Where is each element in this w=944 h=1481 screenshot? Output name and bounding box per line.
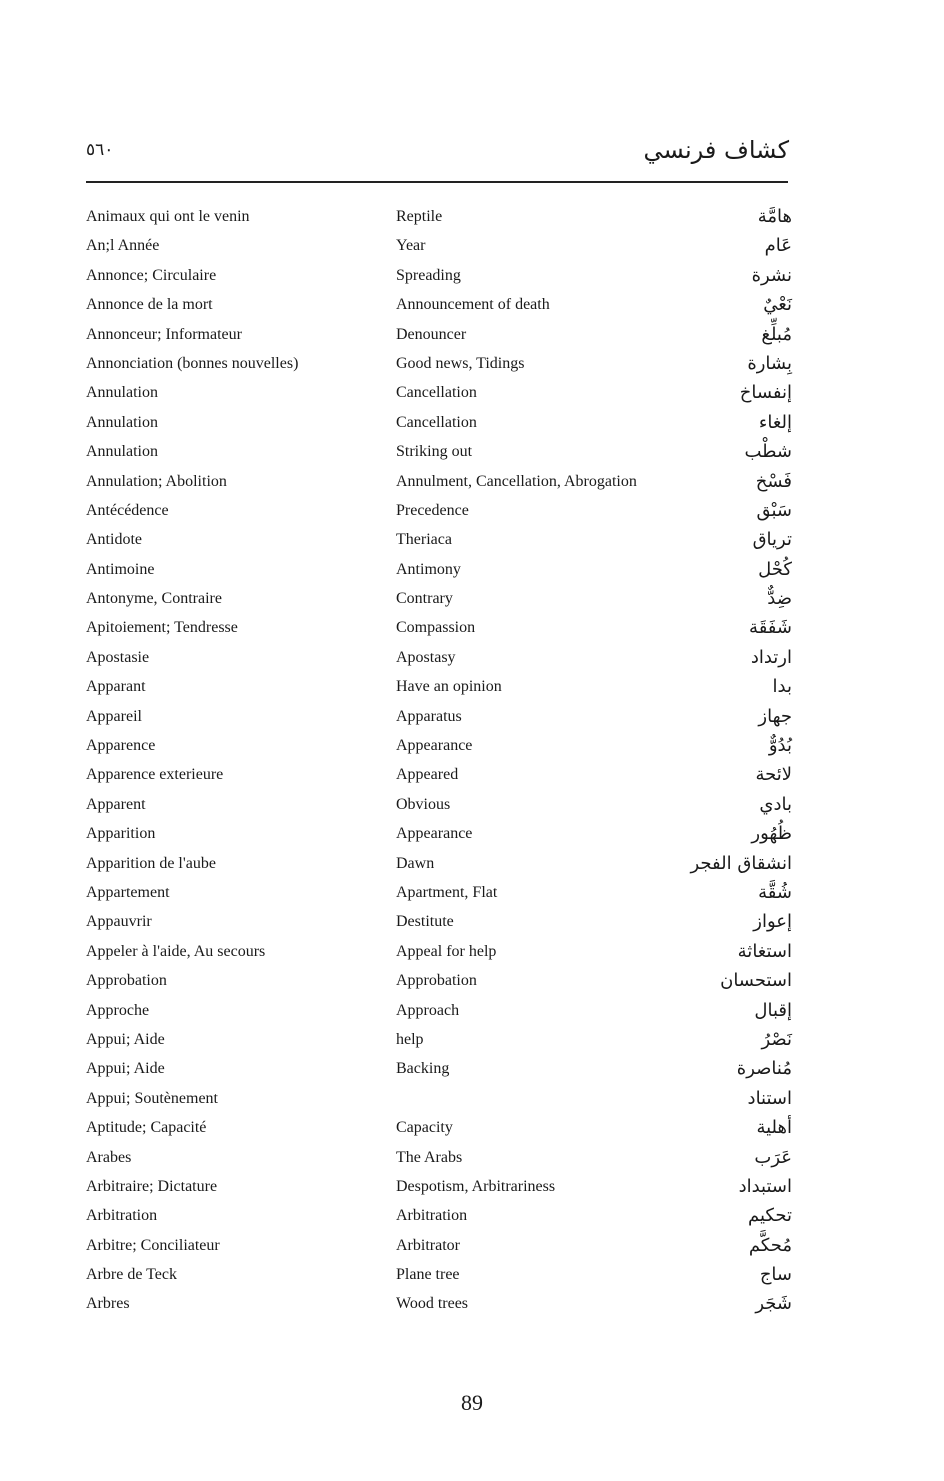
english-term: The Arabs — [396, 1148, 463, 1166]
list-item — [0, 291, 944, 320]
english-term: Apostasy — [396, 648, 456, 666]
english-term: Announcement of death — [396, 296, 550, 314]
list-item — [0, 1114, 944, 1143]
english-term: Appearance — [396, 737, 473, 755]
arabic-term: هامَّة — [757, 206, 792, 227]
arabic-term: ترياق — [752, 529, 792, 551]
english-term: Cancellation — [396, 413, 477, 431]
page-number-footer: 89 — [461, 1390, 483, 1415]
arabic-term: نشرة — [751, 264, 792, 286]
arabic-term: مُحكَّم — [748, 1234, 792, 1256]
arabic-term: كُحْل — [758, 558, 792, 580]
english-term: Have an opinion — [396, 678, 502, 696]
english-term: Appeared — [396, 766, 459, 784]
arabic-term: سَبْق — [756, 499, 792, 521]
list-item — [0, 820, 944, 849]
french-term: Antécédence — [86, 501, 169, 519]
list-item — [0, 1202, 944, 1231]
list-item — [0, 850, 944, 879]
english-term: Apartment, Flat — [396, 883, 498, 901]
french-term: Annulation — [86, 384, 158, 402]
english-term: Wood trees — [396, 1295, 469, 1313]
arabic-term: تحكيم — [748, 1205, 792, 1227]
english-term: Antimony — [396, 560, 461, 578]
french-term: Arbres — [86, 1295, 130, 1313]
list-item — [0, 232, 944, 261]
english-term: Appeal for help — [396, 942, 497, 960]
french-term: Annulation; Abolition — [86, 472, 227, 490]
list-item — [0, 673, 944, 702]
list-item — [0, 321, 944, 350]
english-term: Precedence — [396, 501, 469, 519]
french-term: Arbre de Teck — [86, 1266, 177, 1284]
arabic-term: استناد — [747, 1087, 792, 1109]
arabic-term: شُقَّة — [758, 881, 792, 903]
arabic-term: إعواز — [753, 911, 792, 933]
arabic-term: بُدُوٌّ — [768, 735, 792, 757]
arabic-term: شطْب — [744, 441, 792, 463]
list-item — [0, 1232, 944, 1261]
list-item — [0, 1290, 944, 1319]
list-item — [0, 526, 944, 555]
list-item — [0, 614, 944, 643]
list-item — [0, 938, 944, 967]
english-term: Annulment, Cancellation, Abrogation — [396, 472, 637, 490]
english-term: Reptile — [396, 208, 443, 225]
french-term: Aptitude; Capacité — [86, 1119, 207, 1137]
arabic-term: مُناصرة — [736, 1058, 792, 1080]
french-term: Apostasie — [86, 648, 150, 666]
arabic-term: انشقاق الفجر — [690, 852, 792, 874]
english-term: Appearance — [396, 825, 473, 843]
english-term: Good news, Tidings — [396, 354, 525, 372]
french-term: Arbitraire; Dictature — [86, 1177, 218, 1195]
arabic-term: مُبلِّغ — [761, 323, 792, 345]
english-term: help — [396, 1030, 424, 1048]
english-term: Approbation — [396, 972, 477, 990]
arabic-term: أهلية — [756, 1117, 792, 1139]
page-number-arabic: ٥٦٠ — [86, 140, 114, 159]
french-term: Annulation — [86, 443, 158, 461]
french-term: Apitoiement; Tendresse — [86, 619, 238, 637]
french-term: Appui; Aide — [86, 1030, 165, 1048]
english-term: Destitute — [396, 913, 454, 931]
arabic-term: استبداد — [738, 1175, 792, 1197]
french-term: Appartement — [86, 883, 170, 901]
french-term: Appui; Aide — [86, 1060, 165, 1078]
arabic-term: ساج — [759, 1264, 792, 1286]
french-term: Appareil — [86, 707, 142, 725]
french-term: Apparition de l'aube — [86, 854, 216, 872]
arabic-term: عَرَب — [754, 1146, 792, 1168]
english-term: Cancellation — [396, 384, 477, 402]
english-term: Plane tree — [396, 1266, 460, 1284]
arabic-term: ظُهُور — [751, 823, 792, 845]
list-item — [0, 791, 944, 820]
english-term: Dawn — [396, 854, 435, 872]
english-term: Apparatus — [396, 707, 462, 725]
arabic-term: نَصْرُ — [761, 1028, 792, 1050]
french-term: Appauvrir — [86, 913, 152, 931]
arabic-term: إلغاء — [758, 411, 792, 433]
french-term: Arabes — [86, 1148, 132, 1166]
list-item — [0, 438, 944, 467]
list-item — [0, 967, 944, 996]
english-term: Arbitration — [396, 1207, 468, 1225]
french-term: Arbitration — [86, 1207, 158, 1225]
list-item — [0, 203, 944, 232]
french-term: Approche — [86, 1001, 150, 1019]
french-term: Annonce de la mort — [86, 296, 213, 314]
arabic-term: إنفساخ — [739, 382, 792, 404]
list-item — [0, 262, 944, 291]
french-term: Annonciation (bonnes nouvelles) — [86, 354, 299, 372]
french-term: Animaux qui ont le venin — [86, 208, 250, 225]
arabic-term: بِشارة — [747, 352, 792, 374]
list-item — [0, 468, 944, 497]
english-term: Arbitrator — [396, 1236, 460, 1254]
list-item — [0, 879, 944, 908]
arabic-term: بادي — [759, 793, 792, 815]
list-item — [0, 585, 944, 614]
list-item — [0, 908, 944, 937]
list-item — [0, 997, 944, 1026]
english-term: Approach — [396, 1001, 460, 1019]
french-term: Appeler à l'aide, Au secours — [86, 942, 266, 960]
arabic-term: استغاثة — [737, 940, 792, 962]
french-term: Arbitre; Conciliateur — [86, 1236, 220, 1254]
list-item — [0, 1085, 944, 1114]
arabic-term: استحسان — [720, 970, 792, 992]
french-term: Antidote — [86, 531, 142, 549]
french-term: Annonce; Circulaire — [86, 266, 217, 284]
list-item — [0, 1055, 944, 1084]
english-term: Denouncer — [396, 325, 467, 343]
french-term: Apparition — [86, 825, 156, 843]
entries-list — [0, 203, 944, 1320]
french-term: An;l Année — [86, 237, 160, 255]
header-divider — [86, 181, 788, 183]
list-item — [0, 1026, 944, 1055]
arabic-term: شَفَقَة — [749, 617, 792, 639]
french-term: Apparence — [86, 737, 156, 755]
english-term: Capacity — [396, 1119, 453, 1137]
list-item — [0, 761, 944, 790]
list-item — [0, 1261, 944, 1290]
english-term: Spreading — [396, 266, 461, 284]
list-item — [0, 350, 944, 379]
english-term: Despotism, Arbitrariness — [396, 1177, 556, 1195]
french-term: Apparence exterieure — [86, 766, 224, 784]
french-term: Annulation — [86, 413, 158, 431]
english-term: Obvious — [396, 795, 451, 813]
english-term: Compassion — [396, 619, 476, 637]
list-item — [0, 409, 944, 438]
page-title: كشاف فرنسي — [643, 136, 789, 164]
french-term: Apparent — [86, 795, 146, 813]
french-term: Apparant — [86, 678, 146, 696]
list-item — [0, 1173, 944, 1202]
english-term: Contrary — [396, 590, 453, 608]
arabic-term: جهاز — [758, 705, 792, 727]
french-term: Approbation — [86, 972, 167, 990]
list-item — [0, 732, 944, 761]
french-term: Annonceur; Informateur — [86, 325, 242, 343]
french-term: Appui; Soutènement — [86, 1089, 218, 1107]
english-term: Striking out — [396, 443, 473, 461]
arabic-term: لائحة — [755, 764, 792, 786]
arabic-term: ارتداد — [750, 646, 792, 668]
list-item — [0, 379, 944, 408]
english-term: Year — [396, 237, 426, 255]
list-item — [0, 703, 944, 732]
arabic-term: إقبال — [754, 999, 792, 1021]
arabic-term: فَسْخ — [755, 470, 792, 492]
english-term: Backing — [396, 1060, 450, 1078]
arabic-term: شَجَر — [755, 1293, 792, 1315]
arabic-term: ضِدٌّ — [767, 588, 792, 610]
arabic-term: بدا — [772, 676, 792, 698]
french-term: Antimoine — [86, 560, 155, 578]
list-item — [0, 497, 944, 526]
list-item — [0, 644, 944, 673]
list-item — [0, 556, 944, 585]
arabic-term: عَام — [764, 235, 792, 257]
list-item — [0, 1144, 944, 1173]
french-term: Antonyme, Contraire — [86, 590, 222, 608]
english-term: Theriaca — [396, 531, 452, 549]
arabic-term: نَعْيٌ — [763, 294, 792, 316]
